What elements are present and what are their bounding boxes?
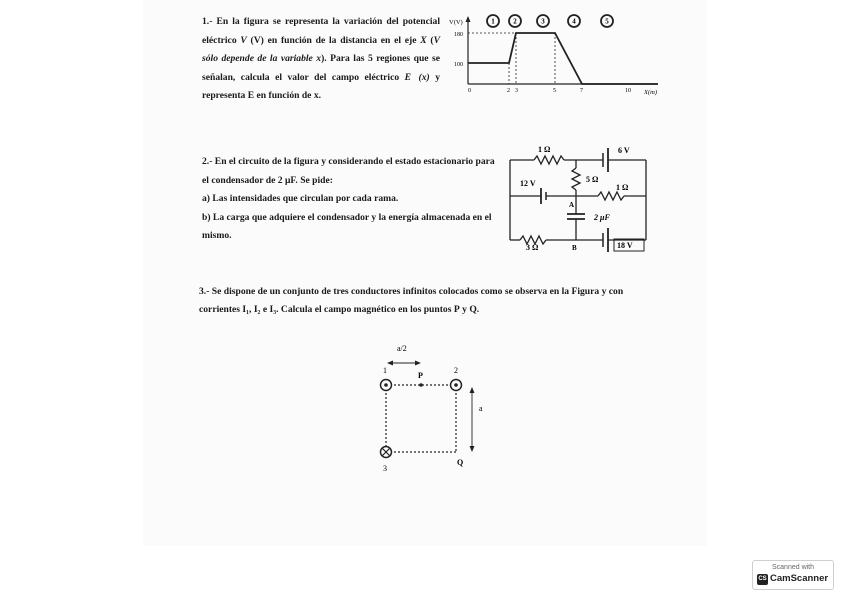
problem-1-number: 1.- xyxy=(202,16,213,27)
y-tick-180: 180 xyxy=(454,32,463,38)
problem-3-number: 3.- xyxy=(199,286,210,297)
problem-2-number: 2.- xyxy=(202,156,213,167)
region-badge-5: 5 xyxy=(605,17,609,26)
node-a-label: A xyxy=(569,201,575,209)
x-tick-3: 3 xyxy=(515,88,518,94)
potential-curve xyxy=(468,33,658,84)
region-badge-1: 1 xyxy=(491,17,495,26)
region-badge-4: 4 xyxy=(572,17,576,26)
x-tick-10: 10 xyxy=(625,88,631,94)
electric-field-symbol: E⃗(x) xyxy=(404,71,430,83)
point-q-label: Q xyxy=(457,458,464,467)
camscanner-logo-icon: CS xyxy=(757,574,768,585)
y-axis-label: V(V) xyxy=(449,19,463,26)
region-badges xyxy=(487,15,613,27)
problem-2-item-a: a) Las intensidades que circulan por cada rama. xyxy=(202,193,399,205)
point-p-marker xyxy=(419,383,423,387)
battery-top-label: 6 V xyxy=(618,146,630,155)
node-b-label: B xyxy=(572,244,577,252)
wire-3-label: 3 xyxy=(383,464,387,473)
camscanner-brand: CamScanner xyxy=(770,573,829,584)
conductors-figure xyxy=(360,338,510,478)
circuit-diagram xyxy=(506,142,652,252)
battery-bottom-label: 18 V xyxy=(617,241,633,250)
side-a-label: a xyxy=(479,404,483,413)
capacitor-label: 2 μF xyxy=(594,213,610,222)
problem-1-text: 1.- En la figura se representa la variación del potencial eléctrico V (V) en función de la distancia en el eje X (V sólo depende de la variable x). Para las 5 regiones que se señalan, calcula el valor del campo eléctrico E⃗(x) y representa E en función de x. xyxy=(202,16,440,102)
scanned-with-text: Scanned with xyxy=(771,564,815,571)
resistor-bottom-label: 3 Ω xyxy=(526,243,539,252)
y-tick-100: 100 xyxy=(454,62,463,68)
problem-2-item-b: b) La carga que adquiere el condensador y la energía almacenada en el mismo. xyxy=(202,211,492,242)
resistor-top-label: 1 Ω xyxy=(538,145,551,154)
half-a-label: a/2 xyxy=(397,344,407,353)
x-tick-5: 5 xyxy=(553,88,556,94)
camscanner-watermark xyxy=(752,560,834,590)
x-tick-0: 0 xyxy=(468,88,471,94)
potential-graph xyxy=(448,12,663,98)
problem-2-text: 2.- En el circuito de la figura y considerando el estado estacionario para el condensador de 2 μF. Se pide: a) Las intensidades que circulan por cada rama. b) La carga que adquiere el condensador y la energía almacenada en el mismo. xyxy=(202,153,498,246)
wire-2-label: 2 xyxy=(454,366,458,375)
battery-left-label: 12 V xyxy=(520,179,536,188)
region-badge-2: 2 xyxy=(513,17,517,26)
resistor-right-label: 1 Ω xyxy=(616,183,629,192)
resistor-middle-label: 5 Ω xyxy=(586,175,599,184)
wire-1-label: 1 xyxy=(383,366,387,375)
problem-3-text: 3.- Se dispone de un conjunto de tres conductores infinitos colocados como se observa en la Figura y con corrientes I₁, I₂ e I₃. Calcula el campo magnético en los puntos P y Q. xyxy=(199,286,624,315)
point-p-label: P xyxy=(418,371,423,380)
x-tick-2: 2 xyxy=(507,88,510,94)
x-axis-label: X(m) xyxy=(644,89,657,96)
region-badge-3: 3 xyxy=(541,17,545,26)
x-tick-7: 7 xyxy=(580,88,583,94)
